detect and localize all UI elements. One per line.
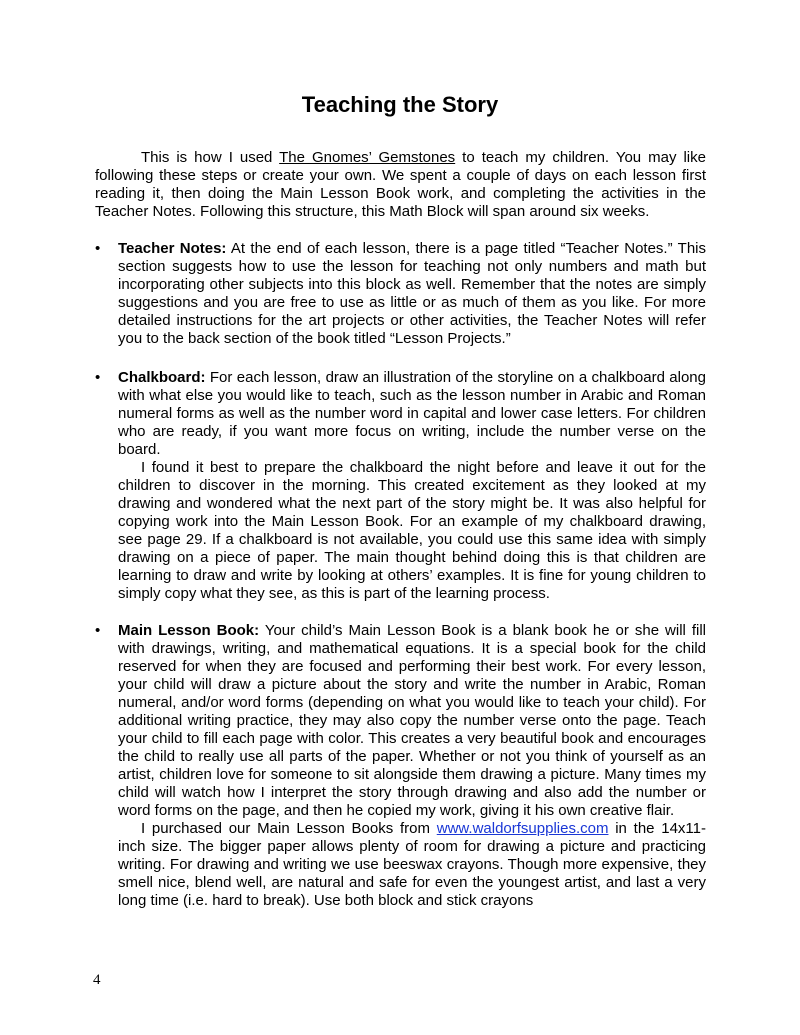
book-title: The Gnomes’ Gemstones	[279, 149, 456, 166]
main-lesson-book-paragraph-2	[118, 820, 706, 910]
chalkboard-label: Chalkboard:	[118, 369, 206, 386]
purchase-text-after: in the 14x11-inch size. The bigger paper allows plenty of room for drawing a picture and practicing writing. For drawing and writing we use beeswax crayons. Though more expensive, they smell nice, blend well, are natural and safe for even the youngest artist, and last a very long time (i.e. hard to break). Use both block and stick crayons	[118, 820, 707, 909]
waldorf-supplies-link[interactable]: www.waldorfsupplies.com	[436, 820, 609, 837]
purchase-text-before: I purchased our Main Lesson Books from	[141, 820, 437, 837]
page-title: Teaching the Story	[301, 92, 499, 117]
bullet-icon: •	[95, 240, 101, 257]
intro-text-before: This is how I used	[141, 149, 280, 166]
main-lesson-book-text: Your child’s Main Lesson Book is a blank book he or she will fill with drawings, writing, and mathematical equations. It is a special book for the child reserved for when they are focused and performing their best work. For every lesson, your child will draw a picture about the story and write the number in Arabic, Roman numeral, and/or word forms (depending on what you would like to teach your child). For additional writing practice, they may also copy the number verse onto the page. Teach your child to fill each page with color. This creates a very beautiful book and encourages the child to really use all parts of the paper. Whether or not you think of yourself as an artist, children love for someone to sit alongside them drawing a picture. Many times my child will watch how I interpret the story through drawing and also add the number or word forms on the page, and then he copied my work, giving it his own creative flair.	[118, 622, 706, 819]
chalkboard-paragraph	[118, 369, 706, 459]
chalkboard-section	[95, 369, 706, 603]
teacher-notes-label: Teacher Notes:	[118, 240, 227, 257]
teacher-notes-section	[95, 240, 706, 348]
bullet-icon: •	[95, 369, 101, 386]
main-lesson-book-label: Main Lesson Book:	[118, 622, 260, 639]
intro-text-after: to teach my children. You may like following these steps or create your own. We spent a couple of days on each lesson first reading it, then doing the Main Lesson Book work, and completing the activities in the Teacher Notes. Following this structure, this Math Block will span around six weeks.	[95, 149, 706, 220]
teacher-notes-text: At the end of each lesson, there is a page titled “Teacher Notes.” This section suggests how to use the lesson for teaching not only numbers and math but incorporating other subjects into this block as well. Remember that the notes are simply suggestions and you are free to use as little or as much of them as you like. For more detailed instructions for the art projects or other activities, the Teacher Notes will refer you to the back section of the book titled “Lesson Projects.”	[118, 240, 706, 347]
chalkboard-text: For each lesson, draw an illustration of the storyline on a chalkboard along with what else you would like to teach, such as the lesson number in Arabic and Roman numeral forms as well as the number word in capital and lower case letters. For children who are ready, if you want more focus on writing, include the number verse on the board.	[118, 369, 706, 458]
bullet-icon: •	[95, 622, 101, 639]
main-lesson-book-paragraph	[118, 622, 706, 820]
page-number: 4	[93, 972, 101, 988]
teacher-notes-paragraph	[118, 240, 706, 348]
intro-paragraph	[95, 149, 706, 221]
chalkboard-paragraph-2: I found it best to prepare the chalkboard the night before and leave it out for the children to discover in the morning. This created excitement as they looked at my drawing and wondered what the next part of the story might be. It was also helpful for copying work into the Main Lesson Book. For an example of my chalkboard drawing, see page 29. If a chalkboard is not available, you could use this same idea with simply drawing on a piece of paper. The main thought behind doing this is that children are learning to draw and write by looking at others’ examples. It is fine for young children to simply copy what they see, as this is part of the learning process.	[118, 459, 706, 602]
main-lesson-book-section	[95, 622, 706, 910]
